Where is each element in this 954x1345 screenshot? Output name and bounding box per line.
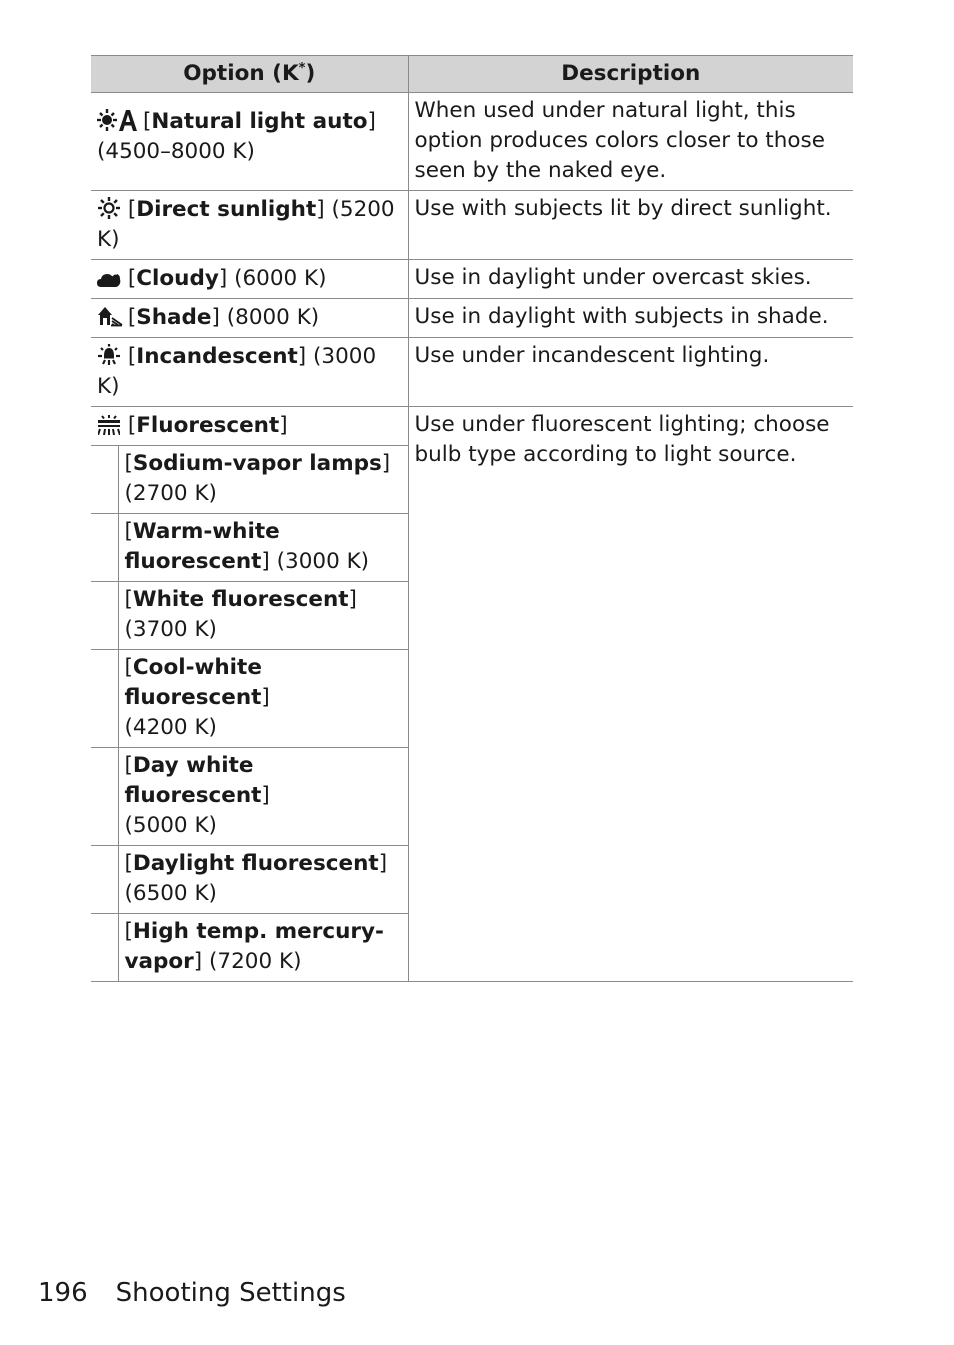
table-row bbox=[91, 260, 853, 299]
subtype-cell: [High temp. mercury- vapor] (7200 K) bbox=[118, 914, 408, 982]
subtype-cell: [Sodium-vapor lamps] (2700 K) bbox=[118, 446, 408, 514]
subtype-cell: [Warm-white fluorescent] (3000 K) bbox=[118, 514, 408, 582]
option-cell: [Fluorescent] bbox=[91, 407, 408, 446]
option-cell: [Cloudy] (6000 K) bbox=[91, 260, 408, 299]
description-cell: Use in daylight with subjects in shade. bbox=[408, 299, 853, 338]
description-cell: Use with subjects lit by direct sunlight. bbox=[408, 191, 853, 260]
subtype-cell: [Cool-white fluorescent] (4200 K) bbox=[118, 650, 408, 748]
table-header-row bbox=[91, 56, 853, 93]
subtype-cell: [White fluorescent] (3700 K) bbox=[118, 582, 408, 650]
table-row bbox=[91, 191, 853, 260]
shade-icon bbox=[97, 302, 121, 332]
option-cell: [Incandescent] (3000 K) bbox=[91, 338, 408, 407]
description-column-header: Description bbox=[408, 56, 853, 93]
option-column-header: Option (K*) bbox=[91, 56, 408, 93]
subtype-cell: [Day white fluorescent] (5000 K) bbox=[118, 748, 408, 846]
incandescent-icon bbox=[97, 341, 121, 371]
option-cell: [Shade] (8000 K) bbox=[91, 299, 408, 338]
subtype-cell: [Daylight fluorescent] (6500 K) bbox=[118, 846, 408, 914]
description-cell: Use under incandescent lighting. bbox=[408, 338, 853, 407]
white-balance-options-table bbox=[91, 55, 853, 982]
fluorescent-description-cell: Use under fluorescent lighting; choose bulb type according to light source. bbox=[408, 407, 853, 982]
table-row bbox=[91, 299, 853, 338]
table-row bbox=[91, 93, 853, 191]
natural-light-auto-icon bbox=[97, 106, 143, 136]
cloudy-icon bbox=[97, 263, 121, 293]
option-cell: [Direct sunlight] (5200 K) bbox=[91, 191, 408, 260]
table-row bbox=[91, 338, 853, 407]
option-cell: [Natural light auto] (4500–8000 K) bbox=[91, 93, 408, 191]
description-cell: Use in daylight under overcast skies. bbox=[408, 260, 853, 299]
section-title: Shooting Settings bbox=[115, 1278, 346, 1308]
page-footer bbox=[38, 1276, 346, 1310]
table-row-fluorescent bbox=[91, 407, 853, 446]
direct-sunlight-icon bbox=[97, 194, 121, 224]
page-number: 196 bbox=[38, 1278, 88, 1308]
fluorescent-icon bbox=[97, 410, 121, 440]
description-cell: When used under natural light, this option produces colors closer to those seen by the naked eye. bbox=[408, 93, 853, 191]
